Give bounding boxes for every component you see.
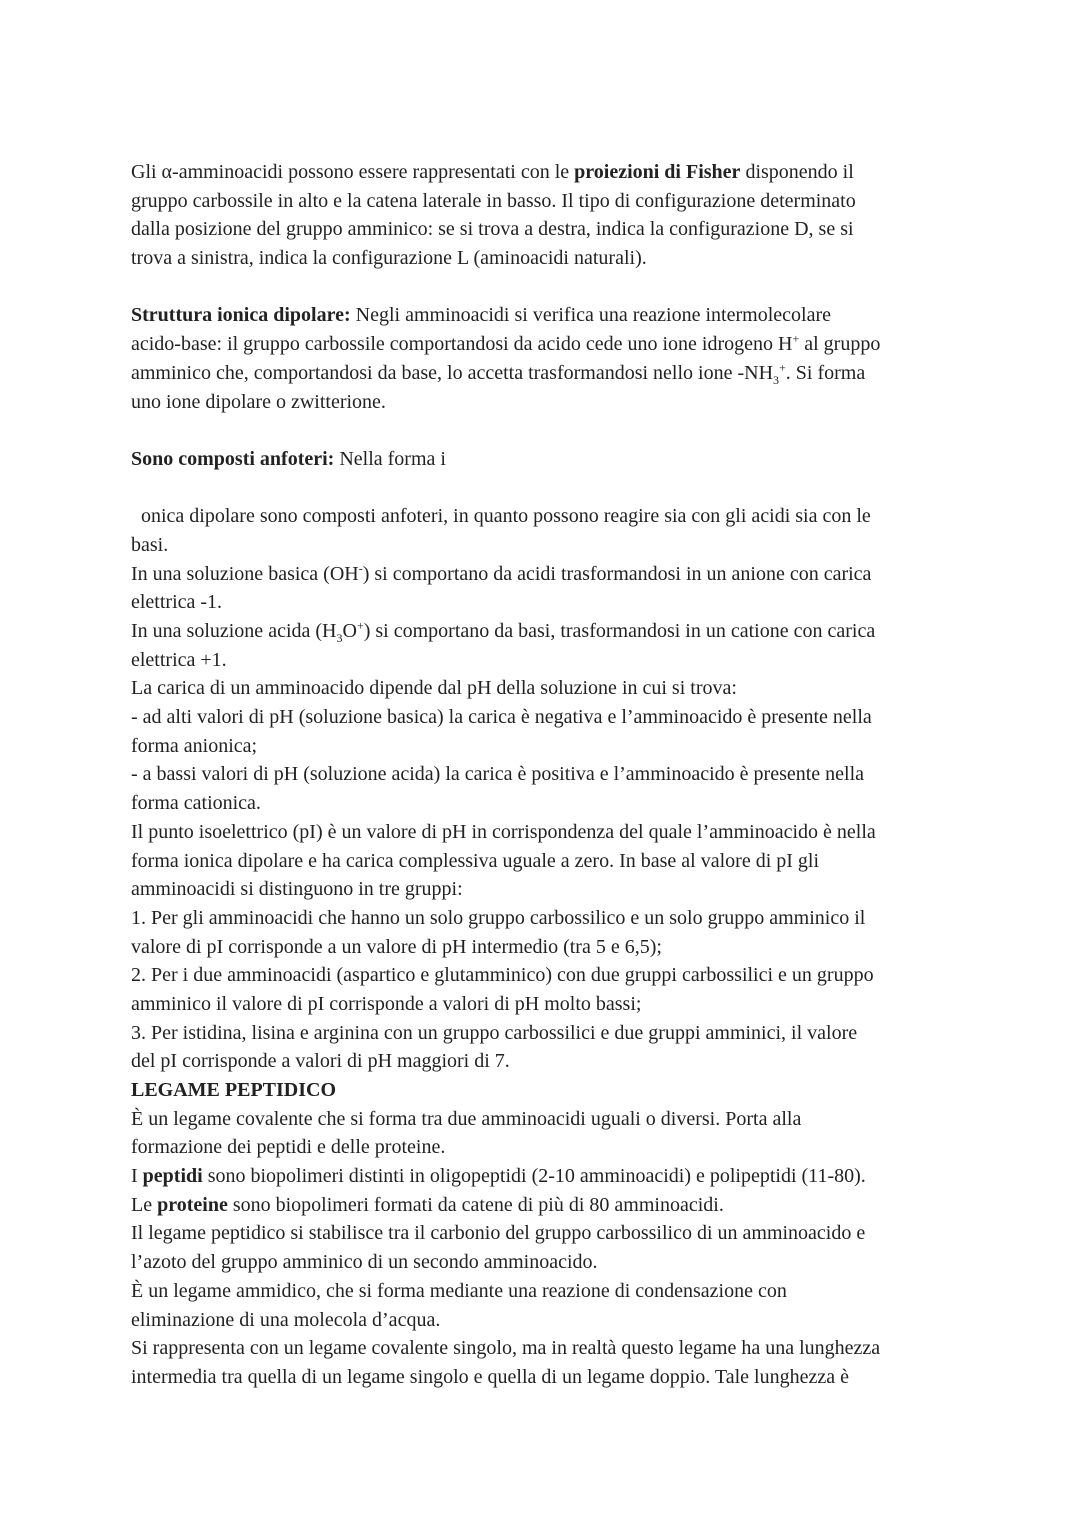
text-segment: uno ione dipolare o zwitterione.: [131, 390, 386, 413]
text-segment: disponendo il: [740, 161, 854, 183]
text-segment: . Si forma: [785, 361, 866, 384]
text-segment: Il punto isoelettrico (pI) è un valore di pH in corrispondenza del quale l’amminoacido è nella: [131, 820, 876, 843]
text-segment: Negli amminoacidi si verifica una reazione intermolecolare: [350, 304, 831, 327]
text-line: [131, 1191, 880, 1220]
bold-text: peptidi: [142, 1165, 203, 1188]
text-segment: formazione dei peptidi e delle proteine.: [131, 1136, 446, 1159]
text-segment: In una soluzione acida (H: [131, 620, 337, 642]
text-line: [131, 301, 880, 330]
text-segment: l’azoto del gruppo amminico di un secondo amminoacido.: [131, 1251, 598, 1274]
text-line: [131, 961, 880, 990]
superscript: +: [792, 331, 800, 346]
text-line: [131, 789, 880, 818]
text-segment: acido-base: il gruppo carbossile comportandosi da acido cede uno ione idrogeno H: [131, 333, 793, 356]
subscript: 3: [336, 631, 343, 645]
text-segment: onica dipolare sono composti anfoteri, in quanto possono reagire sia con gli acidi sia con le: [131, 505, 871, 528]
text-segment: 2. Per i due amminoacidi (aspartico e glutamminico) con due gruppi carbossilici e un gruppo: [131, 964, 874, 987]
text-line: [131, 502, 880, 531]
text-segment: Gli α-amminoacidi possono essere rappresentati con le: [131, 161, 575, 183]
bold-text: LEGAME PEPTIDICO: [131, 1079, 337, 1101]
text-segment: In una soluzione basica (OH: [131, 562, 359, 585]
text-segment: forma cationica.: [131, 792, 261, 815]
text-segment: elettrica -1.: [131, 591, 223, 614]
text-line: [131, 359, 880, 388]
text-line: [131, 560, 880, 589]
text-segment: - ad alti valori di pH (soluzione basica) la carica è negativa e l’amminoacido è presente nella: [131, 706, 872, 729]
text-line: [131, 445, 880, 474]
text-line: [131, 187, 880, 216]
text-segment: valore di pI corrisponde a un valore di pH intermedio (tra 5 e 6,5);: [131, 935, 662, 958]
text-line: [131, 1248, 880, 1277]
text-segment: gruppo carbossile in alto e la catena laterale in basso. Il tipo di configurazione determinato: [131, 189, 856, 212]
text-segment: Le: [131, 1193, 158, 1216]
document-body: [131, 158, 880, 1392]
text-line: [131, 760, 880, 789]
text-line: [131, 158, 880, 187]
bold-text: proiezioni di Fisher: [574, 161, 741, 183]
text-line: [131, 388, 880, 417]
text-segment: sono biopolimeri formati da catene di più di 80 amminoacidi.: [227, 1193, 724, 1216]
text-line: [131, 904, 880, 933]
text-line: [131, 732, 880, 761]
blank-line: [131, 474, 880, 503]
text-line: [131, 244, 880, 273]
text-segment: Nella forma i: [334, 447, 446, 470]
superscript: +: [356, 618, 364, 633]
text-segment: amminoacidi si distinguono in tre gruppi:: [131, 878, 463, 901]
text-segment: ) si comportano da basi, trasformandosi in un catione con carica: [363, 620, 876, 642]
text-line: [131, 847, 880, 876]
text-segment: - a bassi valori di pH (soluzione acida) la carica è positiva e l’amminoacido è presente nella: [131, 763, 865, 786]
text-line: [131, 1047, 880, 1076]
text-line: [131, 818, 880, 847]
text-segment: O: [342, 620, 357, 642]
text-segment: trova a sinistra, indica la configurazione L (aminoacidi naturali).: [131, 247, 647, 270]
text-line: [131, 330, 880, 359]
subscript: 3: [773, 372, 780, 387]
text-segment: al gruppo: [799, 333, 881, 356]
text-line: [131, 1277, 880, 1306]
text-line: [131, 990, 880, 1019]
text-line: [131, 1019, 880, 1048]
text-line: [131, 1363, 880, 1392]
bold-text: Sono composti anfoteri:: [131, 447, 335, 470]
superscript: +: [779, 360, 786, 375]
text-segment: forma ionica dipolare e ha carica complessiva uguale a zero. In base al valore di pI gli: [131, 849, 820, 872]
text-segment: È un legame covalente che si forma tra due amminoacidi uguali o diversi. Porta alla: [131, 1107, 802, 1130]
text-segment: sono biopolimeri distinti in oligopeptidi (2-10 amminoacidi) e polipeptidi (11-80).: [202, 1165, 866, 1188]
blank-line: [131, 273, 880, 302]
text-segment: 3. Per istidina, lisina e arginina con un gruppo carbossilici e due gruppi amminici, il valore: [131, 1021, 858, 1044]
text-segment: intermedia tra quella di un legame singolo e quella di un legame doppio. Tale lunghezza è: [131, 1365, 849, 1388]
text-segment: forma anionica;: [131, 734, 258, 757]
text-segment: amminico il valore di pI corrisponde a valori di pH molto bassi;: [131, 992, 642, 1015]
text-line: [131, 1334, 880, 1363]
text-segment: dalla posizione del gruppo amminico: se si trova a destra, indica la configurazione D, se si: [131, 218, 854, 241]
text-line: [131, 875, 880, 904]
text-line: [131, 1162, 880, 1191]
text-line: [131, 1105, 880, 1134]
text-line: [131, 1133, 880, 1162]
text-segment: La carica di un amminoacido dipende dal pH della soluzione in cui si trova:: [131, 677, 737, 700]
text-line: [131, 1076, 880, 1105]
text-line: [131, 933, 880, 962]
blank-line: [131, 416, 880, 445]
text-segment: Si rappresenta con un legame covalente singolo, ma in realtà questo legame ha una lunghezza: [131, 1337, 881, 1360]
text-segment: Il legame peptidico si stabilisce tra il carbonio del gruppo carbossilico di un amminoacido e: [131, 1222, 866, 1245]
text-line: [131, 588, 880, 617]
text-segment: amminico che, comportandosi da base, lo accetta trasformandosi nello ione -NH: [131, 361, 774, 384]
text-line: [131, 617, 880, 646]
text-line: [131, 215, 880, 244]
text-segment: elettrica +1.: [131, 648, 227, 671]
superscript: -: [358, 560, 363, 575]
text-line: [131, 1306, 880, 1335]
text-segment: ) si comportano da acidi trasformandosi in un anione con carica: [362, 562, 872, 585]
text-line: [131, 531, 880, 560]
text-segment: È un legame ammidico, che si forma mediante una reazione di condensazione con: [131, 1279, 787, 1302]
bold-text: Struttura ionica dipolare:: [131, 304, 351, 327]
text-segment: basi.: [131, 533, 169, 556]
text-segment: del pI corrisponde a valori di pH maggiori di 7.: [131, 1050, 510, 1073]
text-line: [131, 1219, 880, 1248]
text-line: [131, 703, 880, 732]
text-line: [131, 674, 880, 703]
text-line: [131, 646, 880, 675]
bold-text: proteine: [157, 1193, 228, 1216]
text-segment: I: [131, 1165, 143, 1188]
text-segment: eliminazione di una molecola d’acqua.: [131, 1308, 441, 1331]
text-segment: 1. Per gli amminoacidi che hanno un solo gruppo carbossilico e un solo gruppo amminico il: [131, 906, 866, 929]
